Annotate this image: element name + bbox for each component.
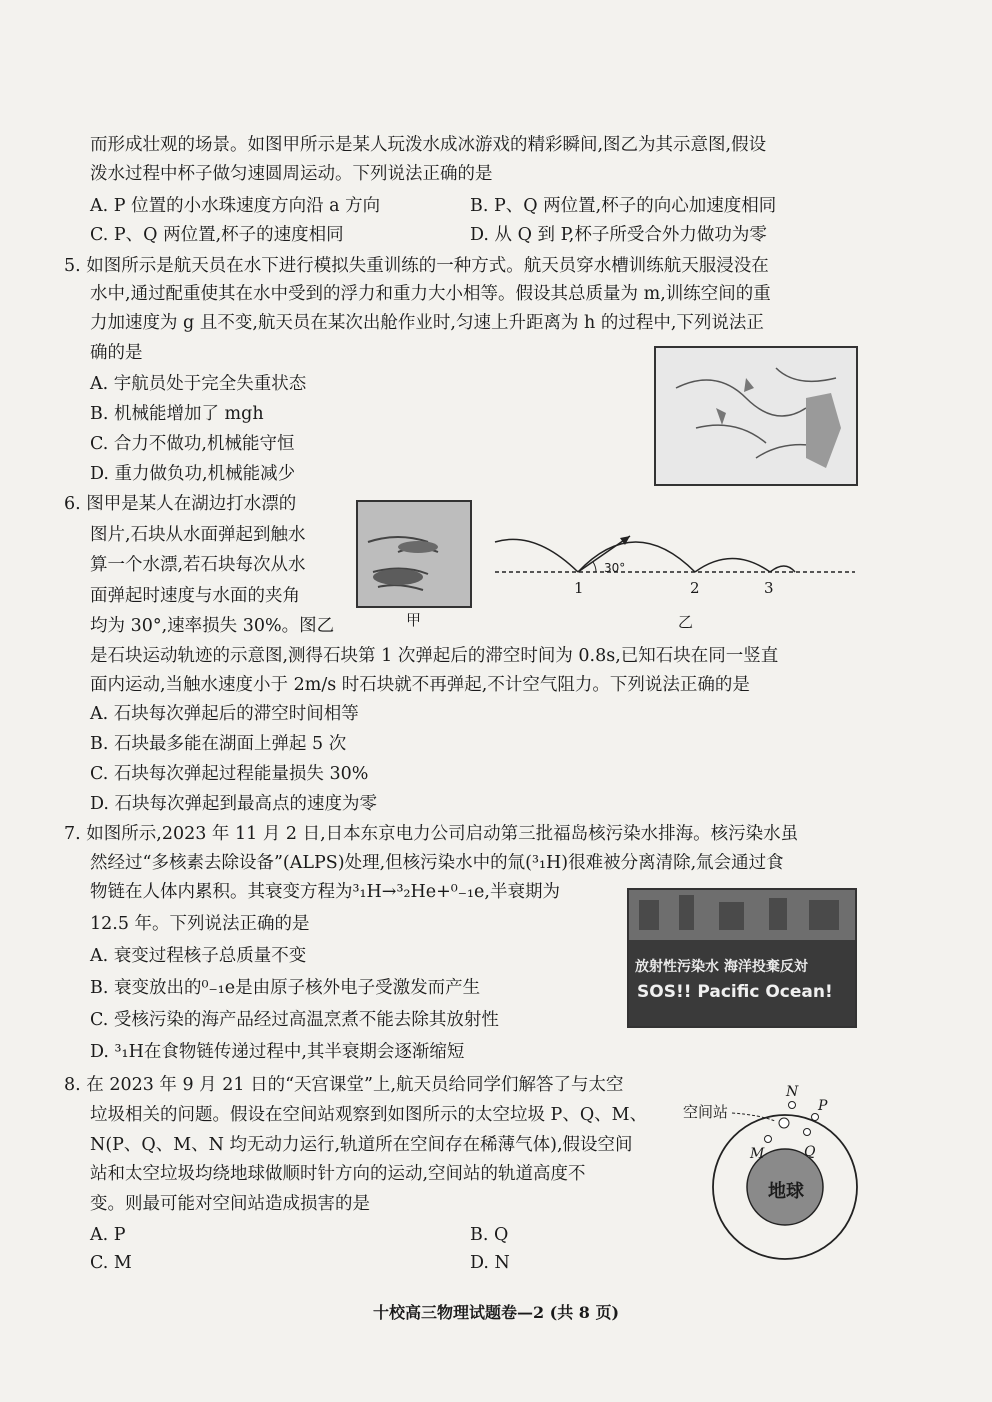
q6-option-b: B. 石块最多能在湖面上弹起 5 次 xyxy=(90,734,347,754)
q5-line: 确的是 xyxy=(90,343,143,363)
q7-line: 7. 如图所示,2023 年 11 月 2 日,日本东京电力公司启动第三批福岛核污染水排海。核污染水虽 xyxy=(64,824,799,844)
banner-text-jp: 放射性污染水 海洋投棄反対 xyxy=(635,959,808,975)
figure-yi-label: 乙 xyxy=(678,613,694,631)
point-1-label: 1 xyxy=(574,579,584,597)
q6-line: 面内运动,当触水速度小于 2m/s 时石块就不再弹起,不计空气阻力。下列说法正确的是 xyxy=(90,675,750,695)
q5-option-b: B. 机械能增加了 mgh xyxy=(90,404,264,424)
q6-line: 均为 30°,速率损失 30%。图乙 xyxy=(90,616,335,636)
earth-label: 地球 xyxy=(768,1181,804,1202)
protest-banner-photo xyxy=(627,888,857,1028)
debris-m-label: M xyxy=(750,1146,765,1162)
q4-line: 泼水过程中杯子做匀速圆周运动。下列说法正确的是 xyxy=(90,164,493,184)
point-3-label: 3 xyxy=(764,579,774,597)
q7-option-d: D. ³₁H在食物链传递过程中,其半衰期会逐渐缩短 xyxy=(90,1042,465,1062)
q6-line: 是石块运动轨迹的示意图,测得石块第 1 次弹起后的滞空时间为 0.8s,已知石块在同一竖直 xyxy=(90,646,779,666)
q6-line: 图片,石块从水面弹起到触水 xyxy=(90,525,306,545)
q6-line: 6. 图甲是某人在湖边打水漂的 xyxy=(64,494,297,514)
q5-line: 力加速度为 g 且不变,航天员在某次出舱作业时,匀速上升距离为 h 的过程中,下列说法正 xyxy=(90,313,764,333)
q8-line: 变。则最可能对空间站造成损害的是 xyxy=(90,1194,370,1214)
banner-text-en: SOS!! Pacific Ocean! xyxy=(637,982,833,1002)
figure-jia-label: 甲 xyxy=(406,611,422,629)
q7-option-a: A. 衰变过程核子总质量不变 xyxy=(90,946,307,966)
astronaut-photo xyxy=(654,346,858,486)
q8-option-d: D. N xyxy=(470,1253,510,1273)
q6-line: 算一个水漂,若石块每次从水 xyxy=(90,555,306,575)
q4-option-b: B. P、Q 两位置,杯子的向心加速度相同 xyxy=(470,196,777,216)
debris-p-label: P xyxy=(818,1098,828,1114)
q5-line: 水中,通过配重使其在水中受到的浮力和重力大小相等。假设其总质量为 m,训练空间的重 xyxy=(90,284,771,304)
q8-line: 8. 在 2023 年 9 月 21 日的“天宫课堂”上,航天员给同学们解答了与太空 xyxy=(64,1075,624,1095)
q8-line: N(P、Q、M、N 均无动力运行,轨道所在空间存在稀薄气体),假设空间 xyxy=(90,1135,633,1155)
q4-line: 而形成壮观的场景。如图甲所示是某人玩泼水成冰游戏的精彩瞬间,图乙为其示意图,假设 xyxy=(90,135,767,155)
space-station-label: 空间站 xyxy=(683,1103,729,1121)
point-2-label: 2 xyxy=(690,579,700,597)
q4-option-a: A. P 位置的小水珠速度方向沿 a 方向 xyxy=(90,196,381,216)
debris-q-label: Q xyxy=(804,1144,816,1160)
stone-skipping-photo xyxy=(356,500,472,608)
debris-n-label: N xyxy=(786,1084,799,1100)
q7-line: 然经过“多核素去除设备”(ALPS)处理,但核污染水中的氚(³₁H)很难被分离清除,氚会通过食 xyxy=(90,853,784,873)
q8-line: 站和太空垃圾均绕地球做顺时针方向的运动,空间站的轨道高度不 xyxy=(90,1164,586,1184)
q5-option-a: A. 宇航员处于完全失重状态 xyxy=(90,374,307,394)
q4-option-c: C. P、Q 两位置,杯子的速度相同 xyxy=(90,225,344,245)
q8-option-c: C. M xyxy=(90,1253,132,1273)
q5-option-d: D. 重力做负功,机械能减少 xyxy=(90,464,296,484)
q8-option-b: B. Q xyxy=(470,1225,509,1245)
trajectory-diagram xyxy=(490,520,860,630)
q7-line: 物链在人体内累积。其衰变方程为³₁H→³₂He+⁰₋₁e,半衰期为 xyxy=(90,882,560,902)
q6-line: 面弹起时速度与水面的夹角 xyxy=(90,586,300,606)
q6-option-c: C. 石块每次弹起过程能量损失 30% xyxy=(90,764,369,784)
q8-option-a: A. P xyxy=(90,1225,126,1245)
q6-option-d: D. 石块每次弹起到最高点的速度为零 xyxy=(90,794,378,814)
q5-option-c: C. 合力不做功,机械能守恒 xyxy=(90,434,295,454)
angle-label: 30° xyxy=(604,561,626,575)
q6-option-a: A. 石块每次弹起后的滞空时间相等 xyxy=(90,704,359,724)
q5-line: 5. 如图所示是航天员在水下进行模拟失重训练的一种方式。航天员穿水槽训练航天服浸没在 xyxy=(64,256,769,276)
q8-line: 垃圾相关的问题。假设在空间站观察到如图所示的太空垃圾 P、Q、M、 xyxy=(90,1105,648,1125)
q7-option-b: B. 衰变放出的⁰₋₁e是由原子核外电子受激发而产生 xyxy=(90,978,481,998)
q4-option-d: D. 从 Q 到 P,杯子所受合外力做功为零 xyxy=(470,225,767,245)
q7-line: 12.5 年。下列说法正确的是 xyxy=(90,914,310,934)
q7-option-c: C. 受核污染的海产品经过高温烹煮不能去除其放射性 xyxy=(90,1010,499,1030)
page-footer: 十校高三物理试题卷—2 (共 8 页) xyxy=(372,1303,620,1322)
